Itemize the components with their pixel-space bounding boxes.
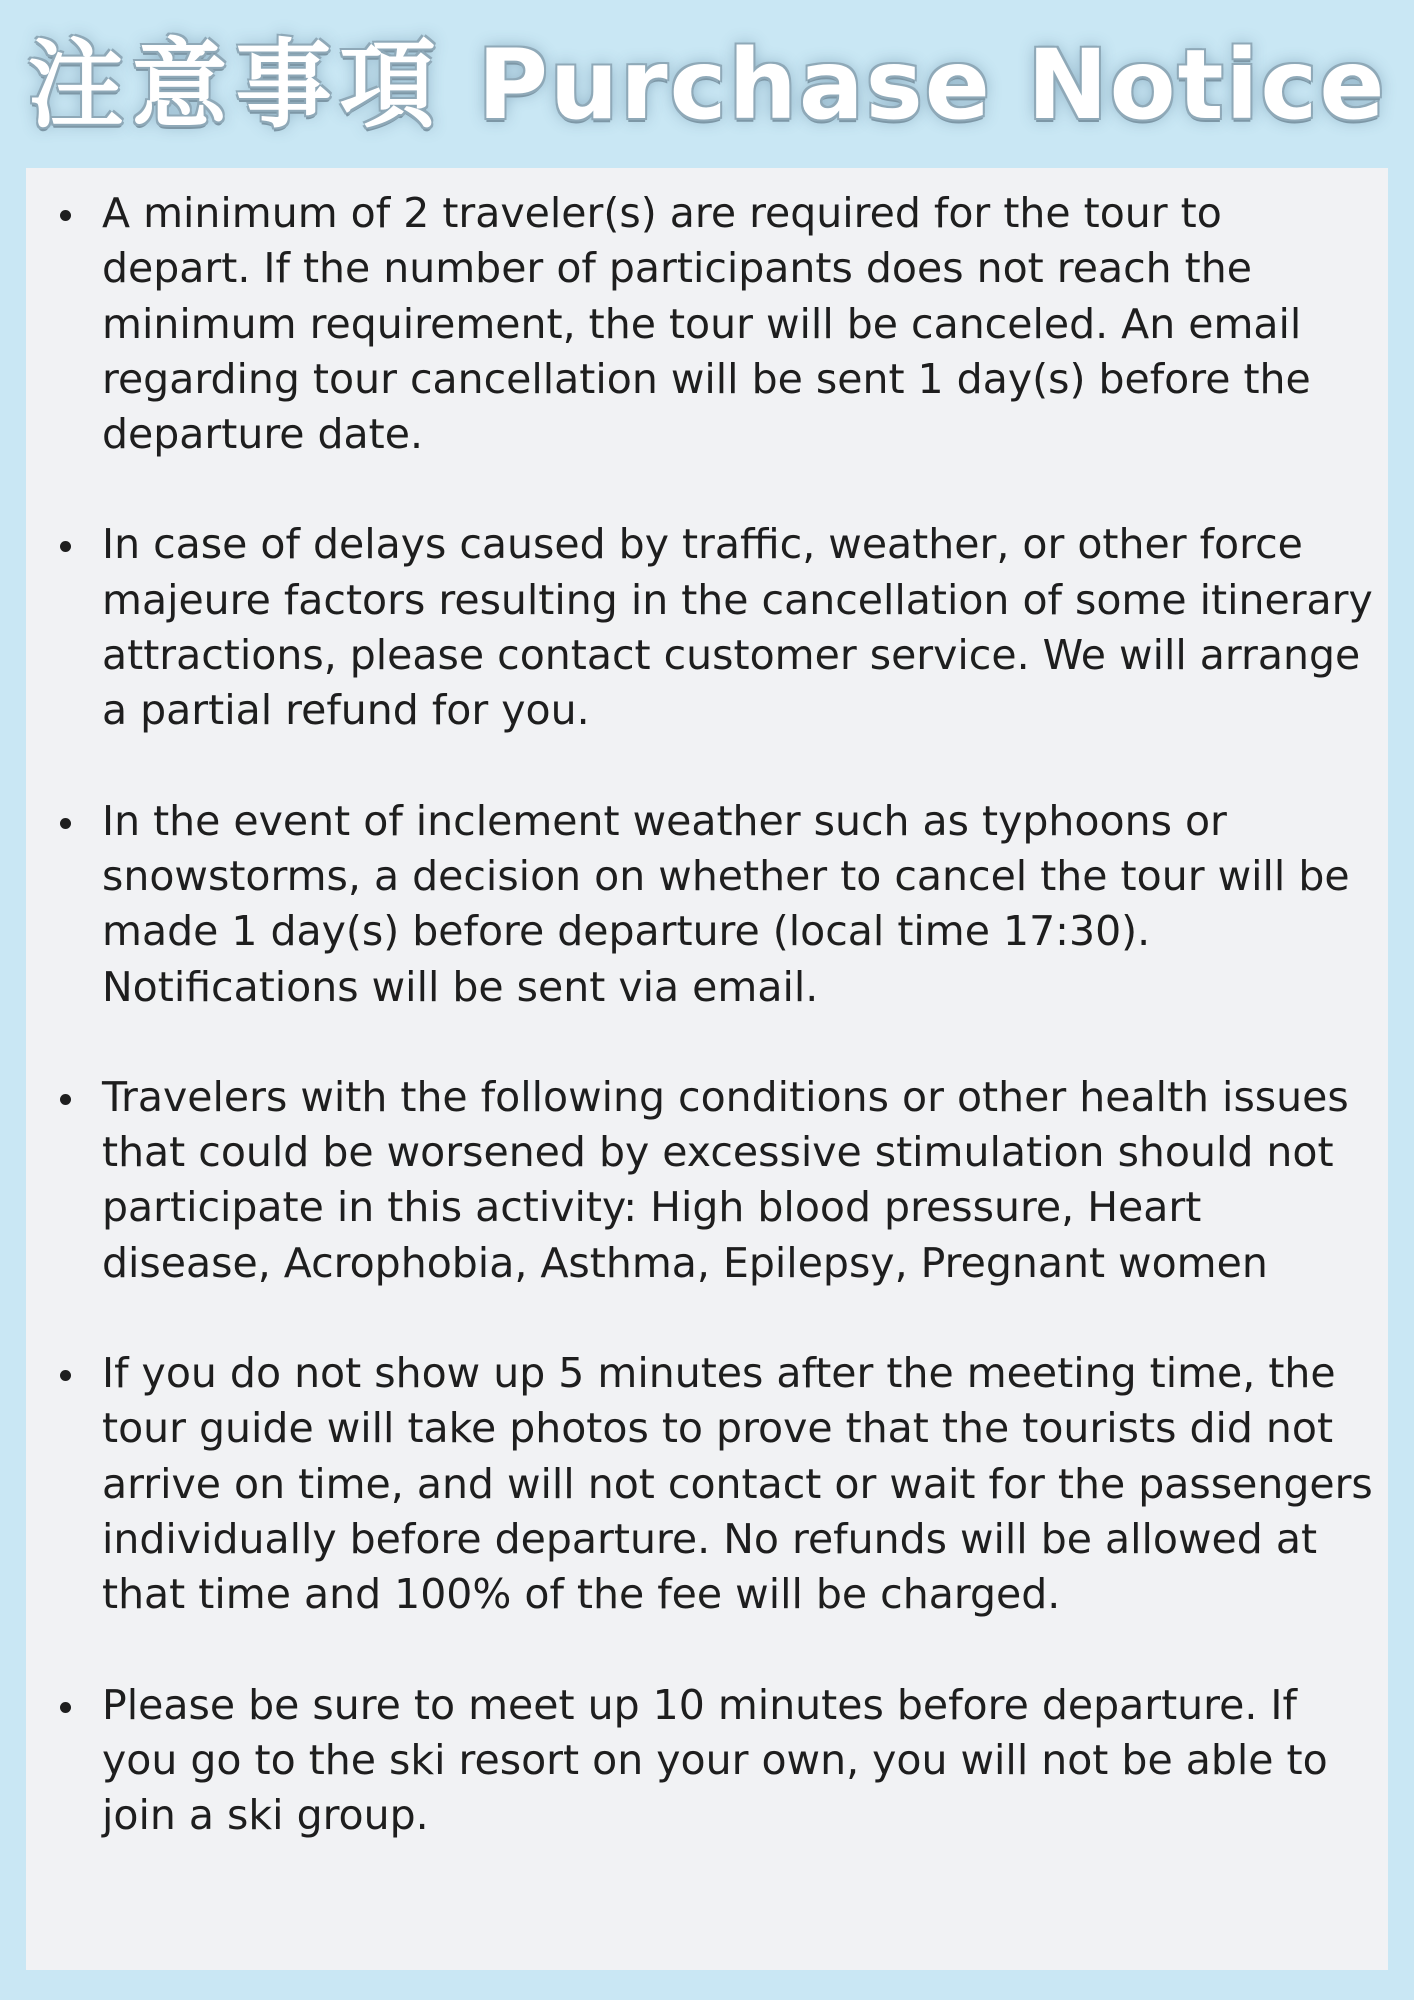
notice-item-delays-refund xyxy=(48,517,1382,738)
notice-panel xyxy=(26,168,1388,1970)
bullet-icon xyxy=(60,1094,71,1105)
notice-text: In case of delays caused by traffic, weather, or other force majeure factors resulting in the cancellation of some itinerary attractions, please contact customer service. We will arrange a partial refund for you. xyxy=(102,520,1373,735)
notice-list xyxy=(48,186,1382,1843)
notice-item-inclement-weather xyxy=(48,794,1382,1015)
bullet-icon xyxy=(60,541,71,552)
bullet-icon xyxy=(60,1702,71,1713)
notice-item-no-show-policy xyxy=(48,1346,1382,1622)
notice-text: Travelers with the following conditions or other health issues that could be worsened by excessive stimulation should not participate in this activity: High blood pressure, Heart disease, Acrophobia, Asthma, Epilepsy, Pregnant women xyxy=(102,1072,1349,1287)
page-title xyxy=(28,9,1387,146)
page-title-chinese: 注意事項 xyxy=(27,29,444,141)
notice-text: If you do not show up 5 minutes after the meeting time, the tour guide will take photos to prove that the tourists did not arrive on time, and will not contact or wait for the passengers individually before departure. No refunds will be allowed at that time and 100% of the fee will be charged. xyxy=(102,1349,1373,1619)
notice-item-health-conditions xyxy=(48,1070,1382,1291)
page-header xyxy=(0,0,1414,155)
bullet-icon xyxy=(60,1370,71,1381)
notice-text: A minimum of 2 traveler(s) are required for the tour to depart. If the number of participants does not reach the minimum requirement, the tour will be canceled. An email regarding tour cancellation will be sent 1 day(s) before the departure date. xyxy=(102,189,1311,459)
notice-item-minimum-travelers xyxy=(48,186,1382,462)
bullet-icon xyxy=(60,210,71,221)
notice-text: In the event of inclement weather such as typhoons or snowstorms, a decision on whether to cancel the tour will be made 1 day(s) before departure (local time 17:30). Notifications will be sent via email. xyxy=(102,796,1350,1011)
notice-text: Please be sure to meet up 10 minutes before departure. If you go to the ski resort on your own, you will not be able to join a ski group. xyxy=(102,1680,1328,1840)
notice-item-meeting-time xyxy=(48,1678,1382,1844)
page-title-english: Purchase Notice xyxy=(477,29,1387,141)
bullet-icon xyxy=(60,818,71,829)
